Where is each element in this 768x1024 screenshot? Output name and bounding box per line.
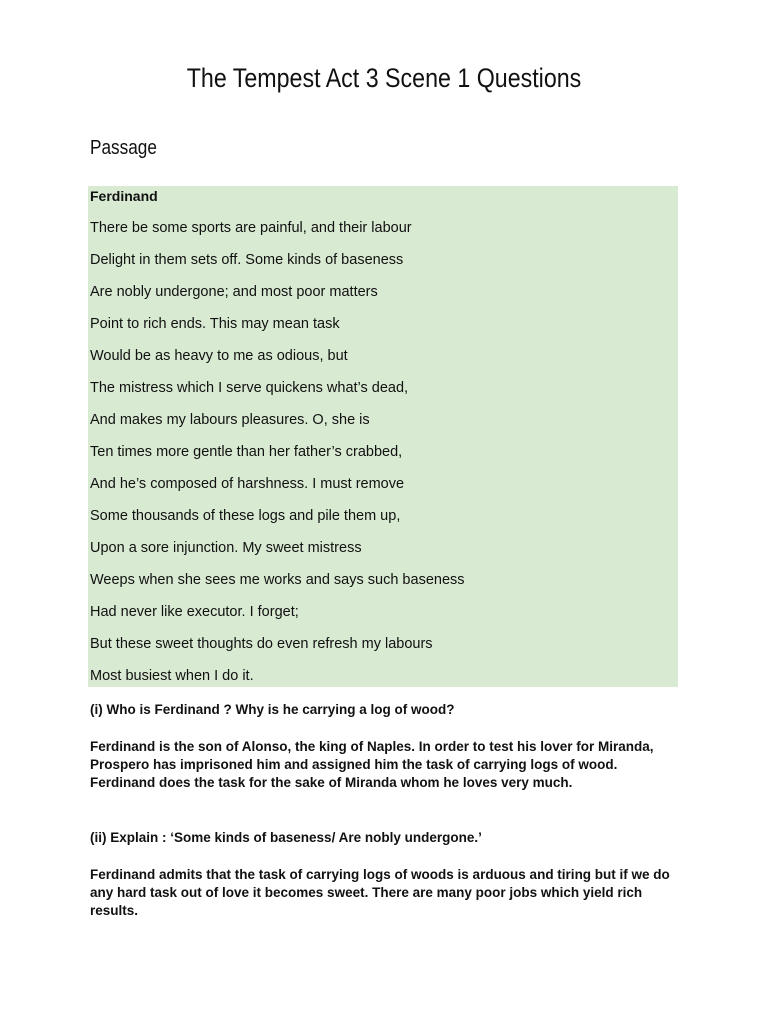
passage-line: Weeps when she sees me works and says such baseness: [90, 572, 465, 588]
passage-line: Some thousands of these logs and pile them up,: [90, 508, 401, 524]
passage-speaker: Ferdinand: [90, 188, 158, 204]
answer-2: Ferdinand admits that the task of carrying logs of woods is arduous and tiring but if we do any hard task out of love it becomes sweet. There are many poor jobs which yield rich results.: [90, 867, 670, 918]
passage-line: But these sweet thoughts do even refresh my labours: [90, 636, 433, 652]
passage-box: [88, 186, 678, 687]
page-title: The Tempest Act 3 Scene 1 Questions: [186, 63, 582, 93]
section-heading-passage: Passage: [90, 137, 157, 159]
passage-line: Had never like executor. I forget;: [90, 604, 299, 620]
answer-1: Ferdinand is the son of Alonso, the king of Naples. In order to test his lover for Miranda, Prospero has imprisoned him and assigned him the task of carrying logs of wood. Ferdinand does the task for the sake of Miranda whom he loves very much.: [90, 739, 654, 790]
passage-line: Upon a sore injunction. My sweet mistress: [90, 540, 362, 556]
passage-line: Ten times more gentle than her father’s crabbed,: [90, 444, 403, 460]
passage-line: The mistress which I serve quickens what’s dead,: [90, 380, 409, 396]
passage-line: And he’s composed of harshness. I must remove: [90, 476, 405, 492]
passage-line: And makes my labours pleasures. O, she is: [90, 412, 370, 428]
question-2: (ii) Explain : ‘Some kinds of baseness/ Are nobly undergone.’: [90, 830, 482, 845]
passage-line: Most busiest when I do it.: [90, 668, 254, 684]
passage-line: Point to rich ends. This may mean task: [90, 316, 340, 332]
passage-line: There be some sports are painful, and their labour: [90, 220, 412, 236]
passage-line: Would be as heavy to me as odious, but: [90, 348, 348, 364]
question-1: (i) Who is Ferdinand ? Why is he carrying a log of wood?: [90, 702, 455, 717]
passage-line: Delight in them sets off. Some kinds of baseness: [90, 252, 404, 268]
passage-line: Are nobly undergone; and most poor matters: [90, 284, 378, 300]
